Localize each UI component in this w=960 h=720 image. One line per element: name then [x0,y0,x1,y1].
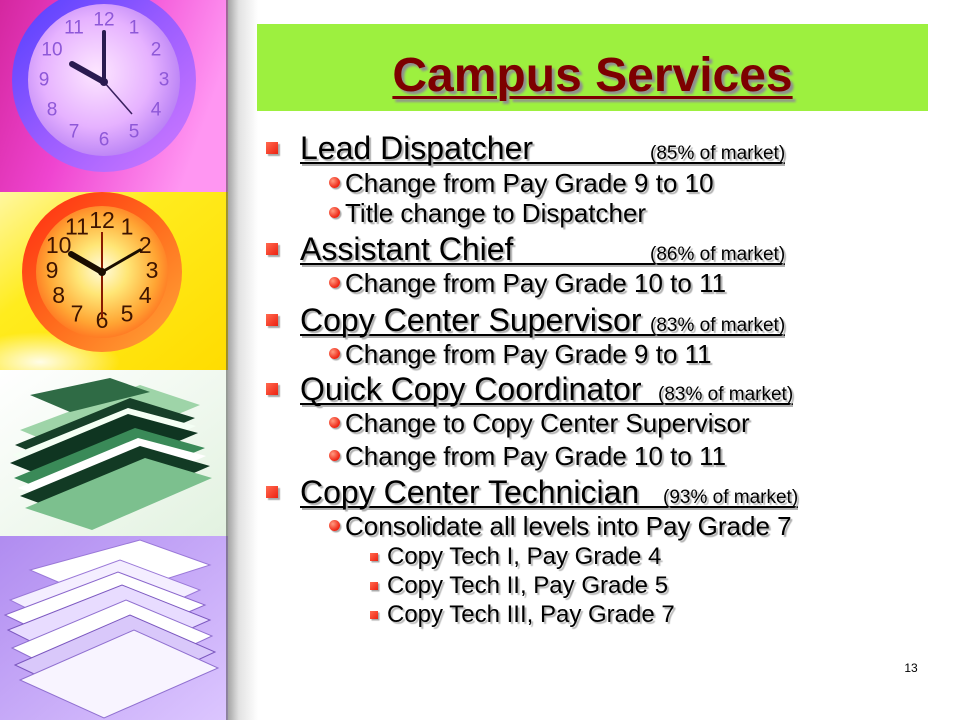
slide-title: Campus Services [392,49,793,102]
market-percentage: (83% of market) [658,384,794,405]
detail-row [345,270,726,296]
clock-numeral: 11 [64,17,84,39]
clock-numeral: 1 [120,213,134,240]
photo-strip [0,0,228,720]
job-title: Copy Center Supervisor [300,302,642,338]
round-bullet-icon [329,177,340,188]
sub-detail-text: Copy Tech II, Pay Grade 5 [387,572,669,599]
job-title-row [300,476,798,513]
small-square-bullet-icon [370,611,378,619]
square-bullet-icon [266,383,278,395]
clock-numeral: 5 [120,300,134,327]
sub-detail-text: Copy Tech I, Pay Grade 4 [387,543,662,570]
green-papers-image [0,370,228,536]
market-percentage: (85% of market) [650,143,786,164]
market-percentage: (93% of market) [663,487,799,508]
clock-numeral: 4 [138,282,152,308]
clock-numeral: 7 [68,121,80,143]
round-bullet-icon [329,348,340,359]
detail-row [345,513,792,539]
clock-numeral: 3 [158,69,170,91]
clock-numeral: 2 [150,39,162,61]
clock-numeral: 10 [45,232,72,258]
job-title: Quick Copy Coordinator [300,371,642,407]
detail-row [345,170,714,196]
round-bullet-icon [329,277,340,288]
detail-text: Change to Copy Center Supervisor [345,408,750,438]
square-bullet-icon [266,314,278,326]
clock-numeral: 5 [128,121,140,143]
small-square-bullet-icon [370,553,378,561]
detail-row [345,410,750,436]
clock-numeral: 11 [65,213,89,240]
job-title: Copy Center Technician [300,474,640,510]
detail-row [345,341,712,367]
market-percentage: (86% of market) [650,244,786,265]
detail-text: Change from Pay Grade 9 to 10 [345,168,714,198]
round-bullet-icon [329,417,340,428]
clock-numeral: 7 [70,300,84,327]
detail-text: Change from Pay Grade 10 to 11 [345,441,727,471]
job-title-row [300,304,785,341]
page-number: 13 [904,661,918,675]
round-bullet-icon [329,207,340,218]
photo-strip-shadow [226,0,258,720]
square-bullet-icon [266,243,278,255]
photo-collage [0,0,228,720]
clock-numeral: 8 [46,99,58,121]
clock-numeral: 6 [98,129,110,151]
job-title: Assistant Chief [300,231,514,267]
clock-numeral: 8 [52,282,66,308]
sub-detail-row [387,545,661,569]
clock-numeral: 12 [93,9,115,31]
detail-text: Change from Pay Grade 9 to 11 [345,339,712,369]
market-percentage: (83% of market) [650,315,786,336]
job-title-row [300,233,785,270]
sub-detail-row [387,574,668,598]
square-bullet-icon [266,142,278,154]
detail-text: Consolidate all levels into Pay Grade 7 [345,511,792,541]
square-bullet-icon [266,486,278,498]
clock-numeral: 2 [138,232,152,258]
detail-row [345,200,646,226]
clock-numeral: 3 [145,257,159,283]
purple-papers-image [0,536,228,720]
detail-text: Change from Pay Grade 10 to 11 [345,268,727,298]
clock-numeral: 4 [150,99,162,121]
clock-numeral: 1 [128,17,140,39]
clock-numeral: 9 [38,69,50,91]
round-bullet-icon [329,450,340,461]
sub-detail-row [387,603,675,627]
small-square-bullet-icon [370,582,378,590]
clock-numeral: 12 [89,207,115,233]
clock-numeral: 6 [95,307,109,333]
sub-detail-text: Copy Tech III, Pay Grade 7 [387,601,675,628]
clock-numeral: 10 [41,39,63,61]
clock-numeral: 9 [45,257,59,283]
job-title: Lead Dispatcher [300,130,534,166]
detail-row [345,443,726,469]
round-bullet-icon [329,520,340,531]
job-title-row [300,373,793,410]
purple-clock-image [0,0,228,192]
job-title-row [300,132,785,169]
orange-clock-image [0,192,228,392]
detail-text: Title change to Dispatcher [345,198,647,228]
